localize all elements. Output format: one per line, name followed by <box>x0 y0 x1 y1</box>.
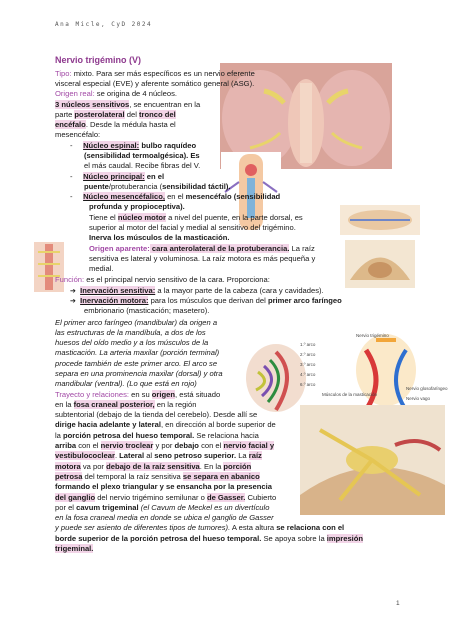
line-29: procede también de este primer arco. El arco se <box>55 359 218 368</box>
line-35: dirige hacia adelante y lateral, en dirección al borde superior de <box>55 420 276 429</box>
label-n-vago: Nervio vago <box>406 396 431 401</box>
skull-base-illustration <box>340 205 420 235</box>
page-number: 1 <box>396 600 400 607</box>
label-arch1: 1.º arco <box>300 342 316 347</box>
line-trayecto: Trayecto y relaciones: en su origen, está situado <box>55 390 221 399</box>
cranial-fossa-illustration <box>345 240 415 288</box>
gasser-ganglion-illustration <box>300 405 445 515</box>
line-14: profunda y propioceptiva). <box>89 202 185 211</box>
line-19: sensitiva es lateral y voluminosa. La raíz motora es más pequeña y <box>89 254 316 263</box>
line-42: del ganglio del nervio trigémino semilunar o de Gasser. Cubierto <box>55 493 277 502</box>
line-26: las estructuras de la mandíbula, a dos de los <box>55 328 206 337</box>
line-10: el más caudal. Recibe fibras del V. <box>84 161 201 170</box>
line-34: subtentorial (debajo de la tienda del cerebelo). Desde allí se <box>55 410 258 419</box>
line-funcion: Función: es el principal nervio sensitivo de la cara. Proporciona: <box>55 275 270 284</box>
line-6: encéfalo. Desde la médula hasta el <box>55 120 176 129</box>
line-41: formando el plexo triangular y se ensancha por la presencia <box>55 482 272 491</box>
line-20: medial. <box>89 264 114 273</box>
line-origen-real: Origen real: se origina de 4 núcleos. <box>55 89 178 98</box>
label-musculos-masticacion: Músculos de la masticación <box>322 392 378 397</box>
line-24: embrionario (masticación; masetero). <box>84 306 210 315</box>
line-43: por el cavum trigeminal (el Cavum de Meckel es un divertículo <box>55 503 270 512</box>
line-31: mandibular (ventral). (Lo que está en rojo) <box>55 379 197 388</box>
line-2: visceral especial (EVE) y aferente somático general (ASG). <box>55 79 255 88</box>
line-nucleo-espinal: - Núcleo espinal: bulbo raquídeo <box>70 141 197 150</box>
label-n-trigemino: Nervio trigémino <box>356 333 389 338</box>
label-arch3: 3.º arco <box>300 362 316 367</box>
line-33: en la fosa craneal posterior, en la región <box>55 400 197 409</box>
line-origen-aparente: Origen aparente: cara anterolateral de la protuberancia. La raíz <box>89 244 315 253</box>
line-46: borde superior de la porción petrosa del hueso temporal. Se apoya sobre la impresión <box>55 534 364 543</box>
line-30: separa en una prominencia maxilar (dorsal) y otra <box>55 369 223 378</box>
line-38: vestibulococlear. Lateral al seno petroso superior. La raíz <box>55 451 262 460</box>
line-7: mesencéfalo: <box>55 130 101 139</box>
author-header: Ana Micle, CyD 2024 <box>55 21 153 28</box>
line-40: petrosa del temporal la raíz sensitiva se separa en abanico <box>55 472 260 481</box>
line-inervacion-motora: ➔ Inervación motora: para los músculos que derivan del primer arco faríngeo <box>70 296 342 305</box>
line-nucleos-sensitivos: 3 núcleos sensitivos, se encuentran en la <box>55 100 201 109</box>
line-nucleo-principal: - Núcleo principal: en el <box>70 172 165 181</box>
line-12: puente/protuberancia (sensibilidad táctil). <box>84 182 231 191</box>
label-arch2: 2.º arco <box>300 352 316 357</box>
label-n-glosofaringeo: Nervio glosofaríngeo <box>406 386 448 391</box>
line-47: trigeminal. <box>55 544 94 553</box>
line-45: y puede ser asiento de diferentes tipos de tumores). A esta altura se relaciona con el <box>55 523 345 532</box>
line-25: El primer arco faríngeo (mandibular) da origen a <box>55 318 218 327</box>
line-39: motora va por debajo de la raíz sensitiva. En la porción <box>55 462 252 471</box>
line-44: en la fosa craneal media en donde se ubica el ganglio de Gasser <box>55 513 274 522</box>
line-tipo: Tipo: mixto. Para ser más específicos es un nervio eferente <box>55 69 255 78</box>
line-17: Inerva los músculos de la masticación. <box>89 233 230 242</box>
line-36: la porción petrosa del hueso temporal. Se relaciona hacia <box>55 431 259 440</box>
line-nucleo-mesencefalico: - Núcleo mesencéfalico, en el mesencéfalo (sensibilidad <box>70 192 281 201</box>
line-nucleo-motor: Tiene el núcleo motor a nivel del puente, en la parte dorsal, es <box>89 213 303 222</box>
label-arch6: 6.º arco <box>300 382 316 387</box>
line-37: arriba con el nervio troclear y por debajo con el nervio facial y <box>55 441 275 450</box>
line-inervacion-sensitiva: ➔ Inervación sensitiva: a la mayor parte de la cabeza (cara y cavidades). <box>70 286 324 295</box>
page-title: Nervio trigémino (V) <box>55 55 142 65</box>
line-28: masticación. La arteria maxilar (porción terminal) <box>55 348 220 357</box>
line-27: huesos del oído medio y a los músculos de la <box>55 338 209 347</box>
line-9: (sensibilidad termoalgésica). Es <box>84 151 200 160</box>
line-16: superior al motor del facial y medial al sensitivo del trigémino. <box>89 223 296 232</box>
line-5: parte posterolateral del tronco del <box>55 110 176 119</box>
label-arch4: 4.º arco <box>300 372 316 377</box>
